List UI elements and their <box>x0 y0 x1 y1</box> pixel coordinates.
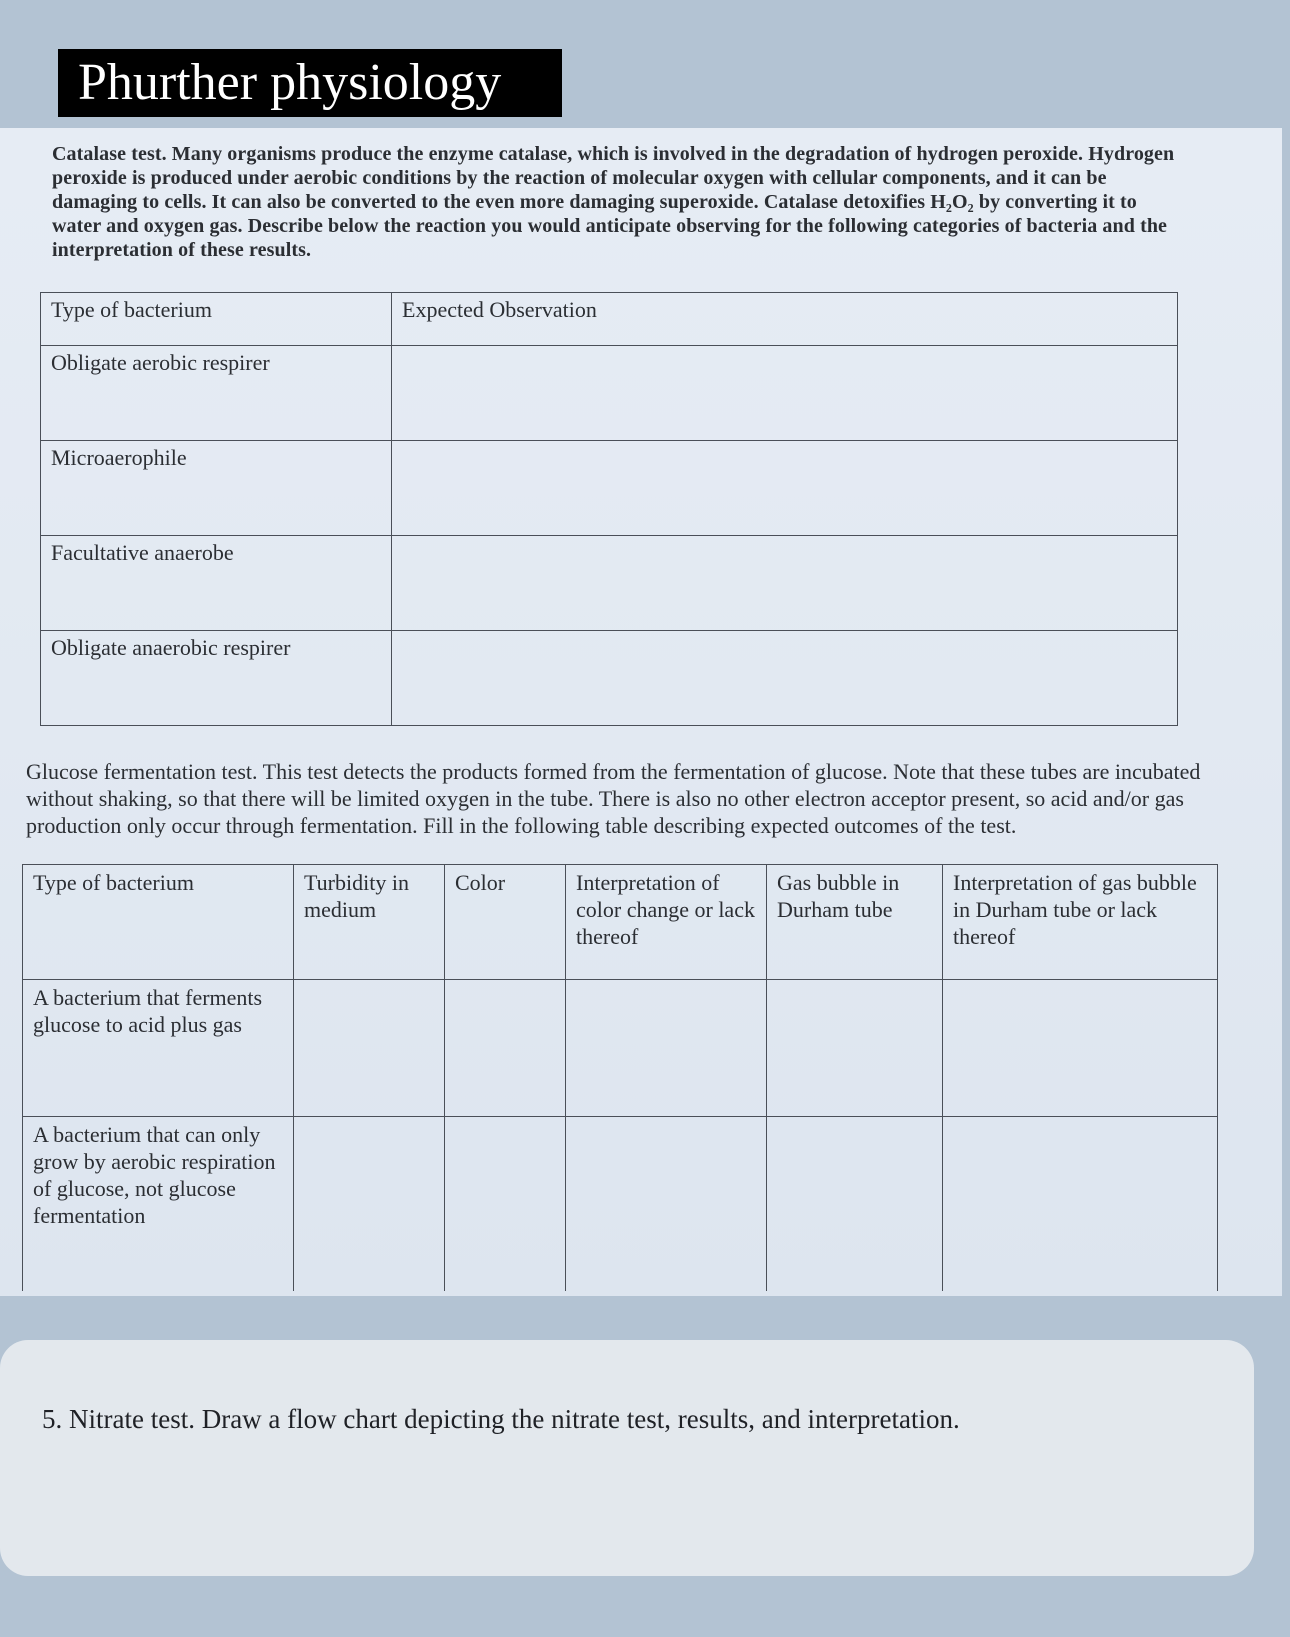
table-row <box>41 631 1178 726</box>
table-row <box>41 536 1178 631</box>
answer-cell[interactable] <box>566 980 767 1117</box>
answer-cell[interactable] <box>392 631 1178 726</box>
glucose-paragraph: Glucose fermentation test. This test detects the products formed from the fermentation of glucose. Note that these tubes are incubated without shaking, so that there will be limited oxygen in the tube. There is also no other electron acceptor present, so acid and/or gas production only occur through fermentation. Fill in the following table describing expected outcomes of the test. <box>26 759 1201 838</box>
row-label: A bacterium that can only grow by aerobic respiration of glucose, not glucose fermentation <box>23 1117 294 1292</box>
answer-cell[interactable] <box>392 536 1178 631</box>
row-label: Facultative anaerobe <box>41 536 392 631</box>
catalase-paragraph: Catalase test. Many organisms produce the enzyme catalase, which is involved in the degradation of hydrogen peroxide. Hydrogen peroxide is produced under aerobic conditions by the reaction of molecular oxygen with cellular components, and it can be damaging to cells. It can also be converted to the even more damaging superoxide. Catalase detoxifies H₂O₂ by converting it to water and oxygen gas. Describe below the reaction you would anticipate observing for the following categories of bacteria and the interpretation of these results. <box>52 143 1175 261</box>
row-label: Obligate aerobic respirer <box>41 346 392 441</box>
page-title: Phurther physiology <box>58 49 562 117</box>
column-header: Interpretation of color change or lack thereof <box>566 865 767 980</box>
column-header: Interpretation of gas bubble in Durham tube or lack thereof <box>943 865 1218 980</box>
column-header: Type of bacterium <box>23 865 294 980</box>
table-row <box>41 441 1178 536</box>
answer-cell[interactable] <box>445 980 566 1117</box>
nitrate-card <box>0 1340 1254 1576</box>
answer-cell[interactable] <box>392 346 1178 441</box>
answer-cell[interactable] <box>767 1117 943 1292</box>
glucose-table <box>22 864 1218 1291</box>
nitrate-prompt: 5. Nitrate test. Draw a flow chart depicting the nitrate test, results, and interpretation. <box>42 1404 960 1434</box>
column-header: Gas bubble in Durham tube <box>767 865 943 980</box>
answer-cell[interactable] <box>294 1117 445 1292</box>
answer-cell[interactable] <box>445 1117 566 1292</box>
table-header-row <box>23 865 1218 980</box>
row-label: Microaerophile <box>41 441 392 536</box>
answer-cell[interactable] <box>566 1117 767 1292</box>
answer-cell[interactable] <box>943 980 1218 1117</box>
answer-cell[interactable] <box>294 980 445 1117</box>
table-row <box>41 346 1178 441</box>
column-header: Type of bacterium <box>41 293 392 346</box>
catalase-table <box>40 292 1178 726</box>
worksheet-page <box>0 128 1282 1296</box>
row-label: A bacterium that ferments glucose to acid plus gas <box>23 980 294 1117</box>
answer-cell[interactable] <box>767 980 943 1117</box>
column-header: Expected Observation <box>392 293 1178 346</box>
answer-cell[interactable] <box>943 1117 1218 1292</box>
column-header: Turbidity in medium <box>294 865 445 980</box>
row-label: Obligate anaerobic respirer <box>41 631 392 726</box>
table-header-row <box>41 293 1178 346</box>
answer-cell[interactable] <box>392 441 1178 536</box>
table-row <box>23 1117 1218 1292</box>
table-row <box>23 980 1218 1117</box>
column-header: Color <box>445 865 566 980</box>
